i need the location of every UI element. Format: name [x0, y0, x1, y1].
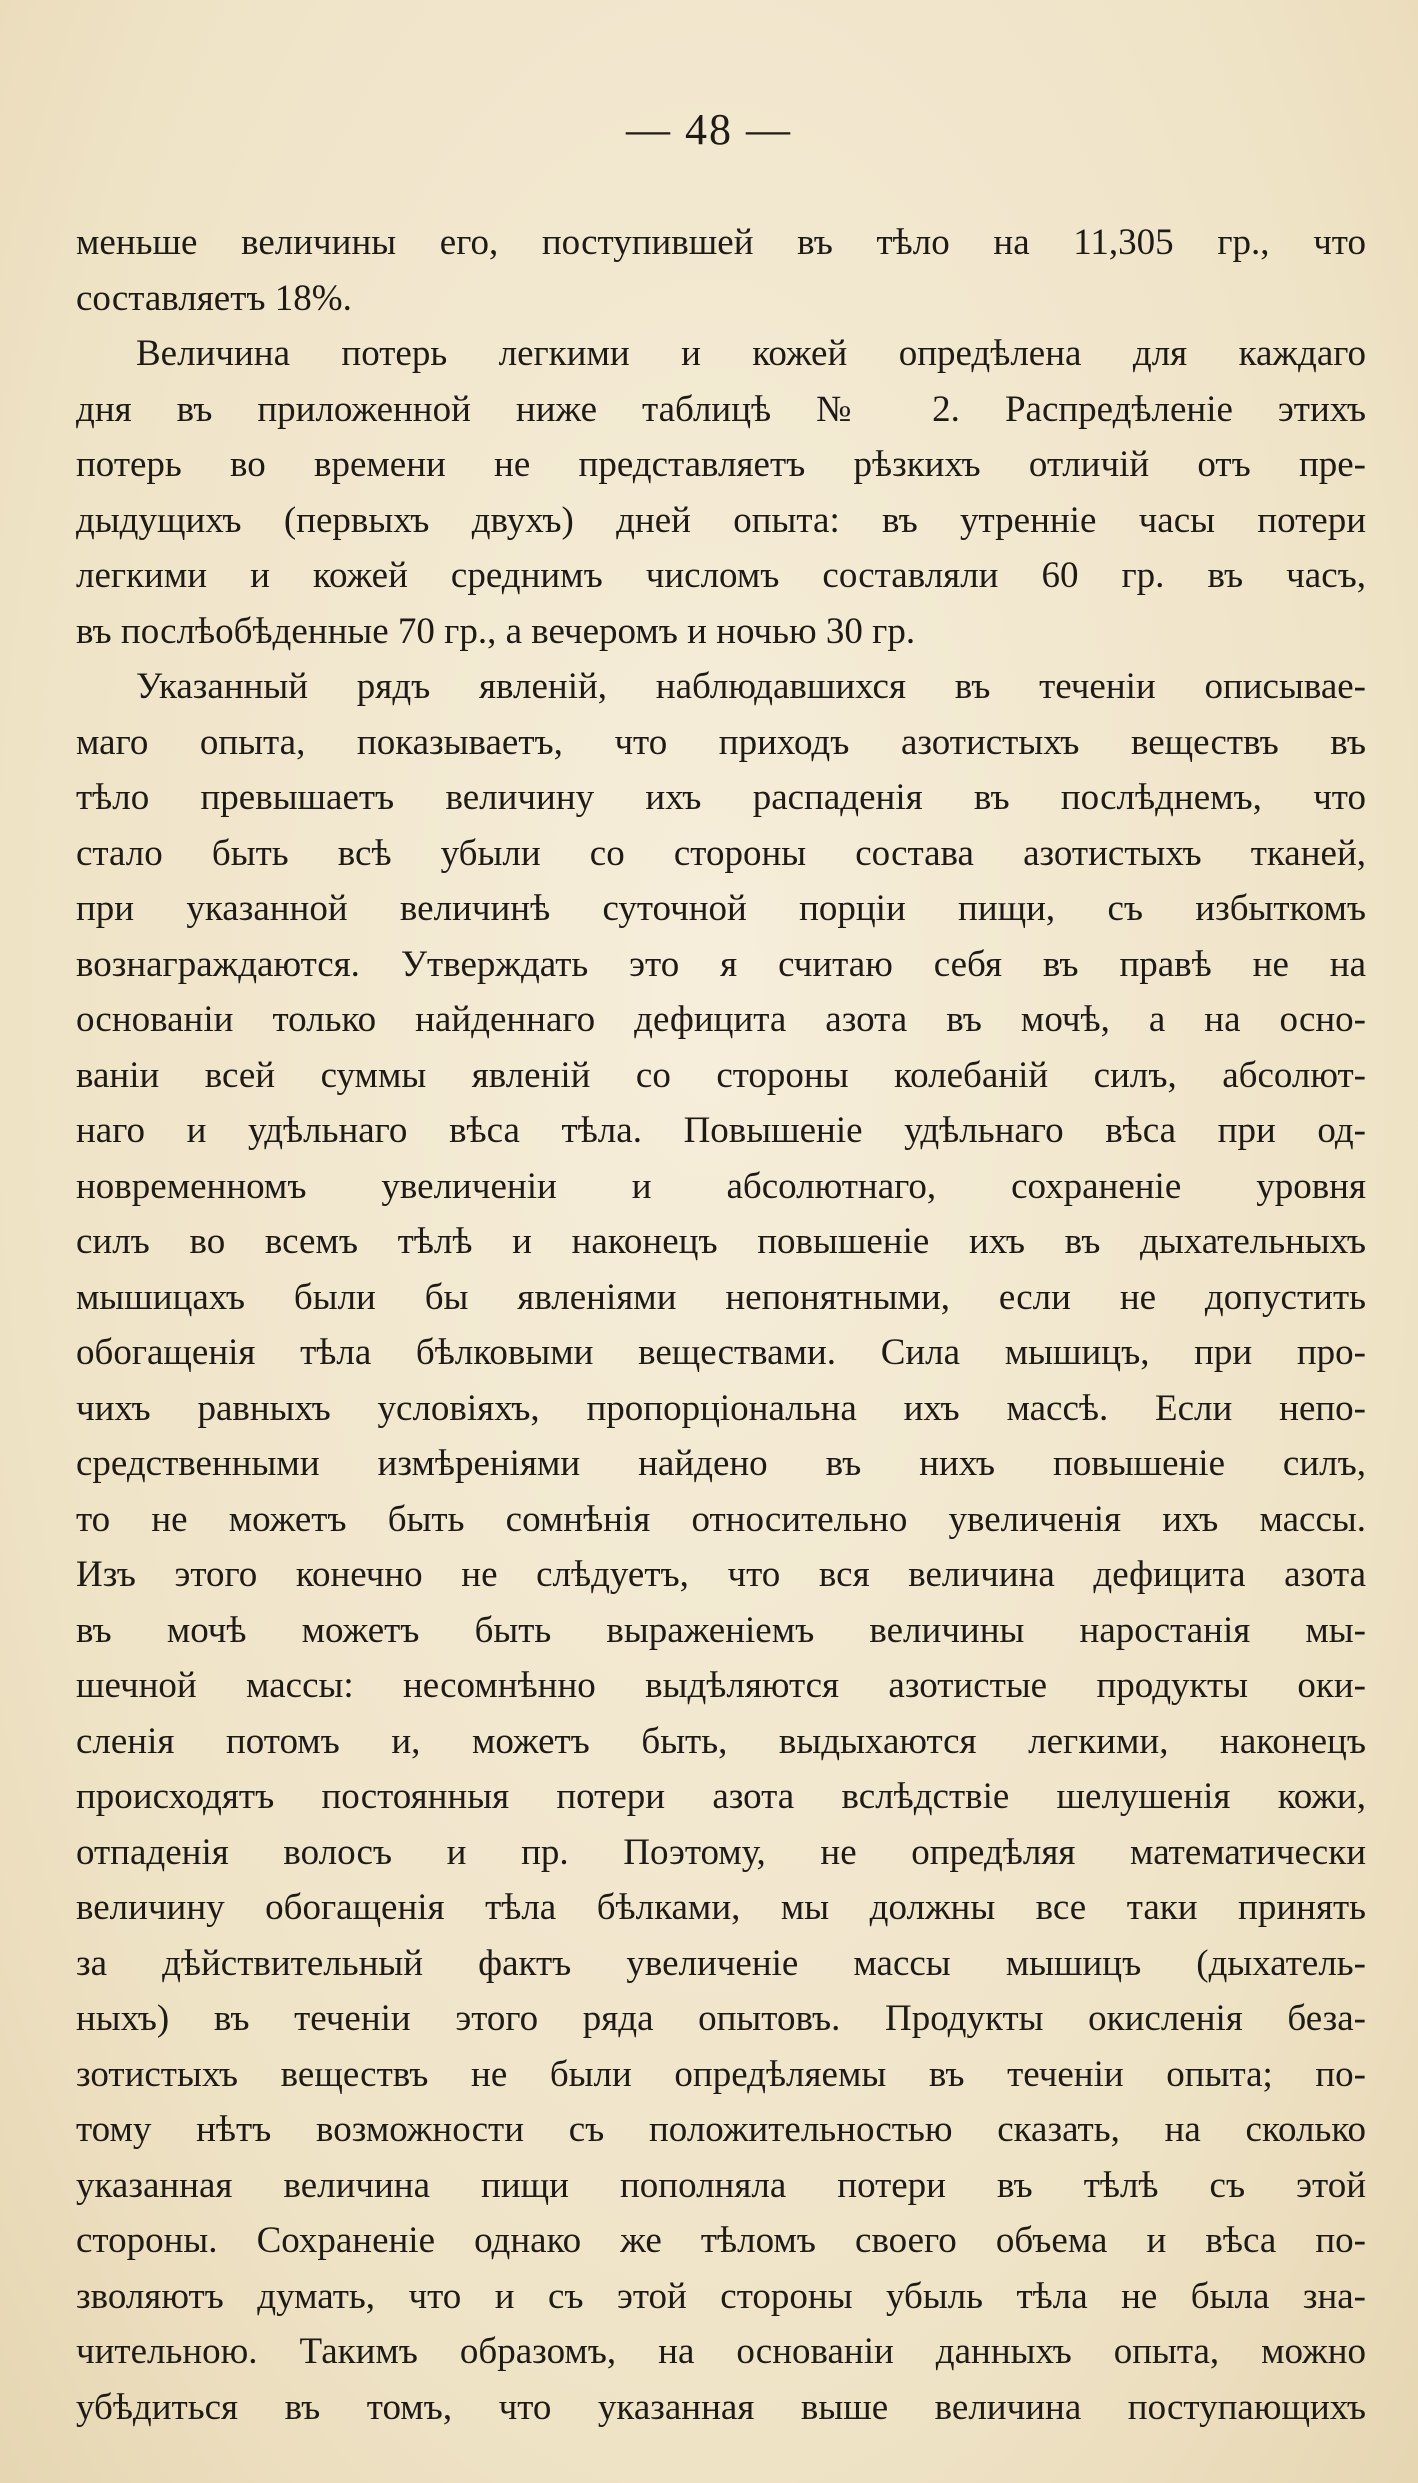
text-line: чительною. Такимъ образомъ, на основаніи данныхъ опыта, можно: [76, 2331, 1366, 2372]
text-line: въ мочѣ можетъ быть выраженіемъ величины наростанія мы-: [76, 1609, 1366, 1651]
text-line: шечной массы: несомнѣнно выдѣляются азотистые продукты оки-: [76, 1665, 1366, 1706]
text-line: потерь во времени не представляетъ рѣзкихъ отличій отъ пре-: [76, 444, 1366, 485]
text-line: мышицахъ были бы явленіями непонятными, если не допустить: [76, 1276, 1366, 1318]
text-line: то не можетъ быть сомнѣнія относительно увеличенія ихъ массы.: [76, 1498, 1366, 1540]
text-line: вознаграждаются. Утверждать это я считаю себя въ правѣ не на: [76, 943, 1366, 985]
text-line: за дѣйствительный фактъ увеличеніе массы мышицъ (дыхатель-: [76, 1942, 1366, 1984]
text-line: указанная величина пищи пополняла потери въ тѣлѣ съ этой: [76, 2164, 1366, 2206]
text-line: зволяютъ думать, что и съ этой стороны убыль тѣла не была зна-: [76, 2275, 1366, 2317]
text-line: маго опыта, показываетъ, что приходъ азотистыхъ веществъ въ: [76, 721, 1366, 763]
text-line: тому нѣтъ возможности съ положительностью сказать, на сколько: [76, 2109, 1366, 2150]
text-line: ваніи всей суммы явленій со стороны колебаній силъ, абсолют-: [76, 1054, 1366, 1096]
text-line: тѣло превышаетъ величину ихъ распаденія въ послѣднемъ, что: [76, 777, 1366, 818]
text-line: меньше величины его, поступившей въ тѣло на 11,305 гр., что: [76, 222, 1366, 263]
text-line: новременномъ увеличеніи и абсолютнаго, сохраненіе уровня: [76, 1165, 1366, 1207]
text-line: наго и удѣльнаго вѣса тѣла. Повышеніе удѣльнаго вѣса при од-: [76, 1110, 1366, 1151]
text-line: дня въ приложенной ниже таблицѣ № 2. Распредѣленіе этихъ: [76, 388, 1366, 430]
text-line: Величина потерь легкими и кожей опредѣлена для каждаго: [136, 333, 1366, 374]
body-text: [76, 215, 1366, 2435]
text-line: при указанной величинѣ суточной порціи пищи, съ избыткомъ: [76, 888, 1366, 929]
text-line: ныхъ) въ теченіи этого ряда опытовъ. Продукты окисленія беза-: [76, 1998, 1366, 2039]
text-line: Изъ этого конечно не слѣдуетъ, что вся величина дефицита азота: [76, 1554, 1366, 1595]
text-line: легкими и кожей среднимъ числомъ составляли 60 гр. въ часъ,: [76, 555, 1366, 596]
page-number: — 48 —: [626, 105, 792, 154]
text-line: силъ во всемъ тѣлѣ и наконецъ повышеніе ихъ въ дыхательныхъ: [76, 1221, 1366, 1262]
text-line: величину обогащенія тѣла бѣлками, мы должны все таки принять: [76, 1887, 1366, 1928]
text-line: обогащенія тѣла бѣлковыми веществами. Сила мышицъ, при про-: [76, 1332, 1366, 1373]
text-line: отпаденія волосъ и пр. Поэтому, не опредѣляя математически: [76, 1831, 1366, 1873]
text-line: составляетъ 18%.: [76, 277, 352, 319]
text-line: сленія потомъ и, можетъ быть, выдыхаются легкими, наконецъ: [76, 1720, 1366, 1762]
text-line: чихъ равныхъ условіяхъ, пропорціональна ихъ массѣ. Если непо-: [76, 1387, 1366, 1429]
text-line: Указанный рядъ явленій, наблюдавшихся въ теченіи описывае-: [136, 666, 1366, 707]
text-line: убѣдиться въ томъ, что указанная выше величина поступающихъ: [76, 2386, 1366, 2428]
text-line: дыдущихъ (первыхъ двухъ) дней опыта: въ утренніе часы потери: [76, 499, 1366, 541]
text-line: стороны. Сохраненіе однако же тѣломъ своего объема и вѣса по-: [76, 2220, 1366, 2261]
text-line: стало быть всѣ убыли со стороны состава азотистыхъ тканей,: [76, 832, 1366, 874]
text-line: основаніи только найденнаго дефицита азота въ мочѣ, а на осно-: [76, 999, 1366, 1040]
text-line: зотистыхъ веществъ не были опредѣляемы въ теченіи опыта; по-: [76, 2053, 1366, 2095]
text-line: средственными измѣреніями найдено въ нихъ повышеніе силъ,: [76, 1443, 1366, 1484]
text-line: въ послѣобѣденные 70 гр., а вечеромъ и ночью 30 гр.: [76, 610, 916, 652]
text-line: происходятъ постоянныя потери азота вслѣдствіе шелушенія кожи,: [76, 1776, 1366, 1817]
